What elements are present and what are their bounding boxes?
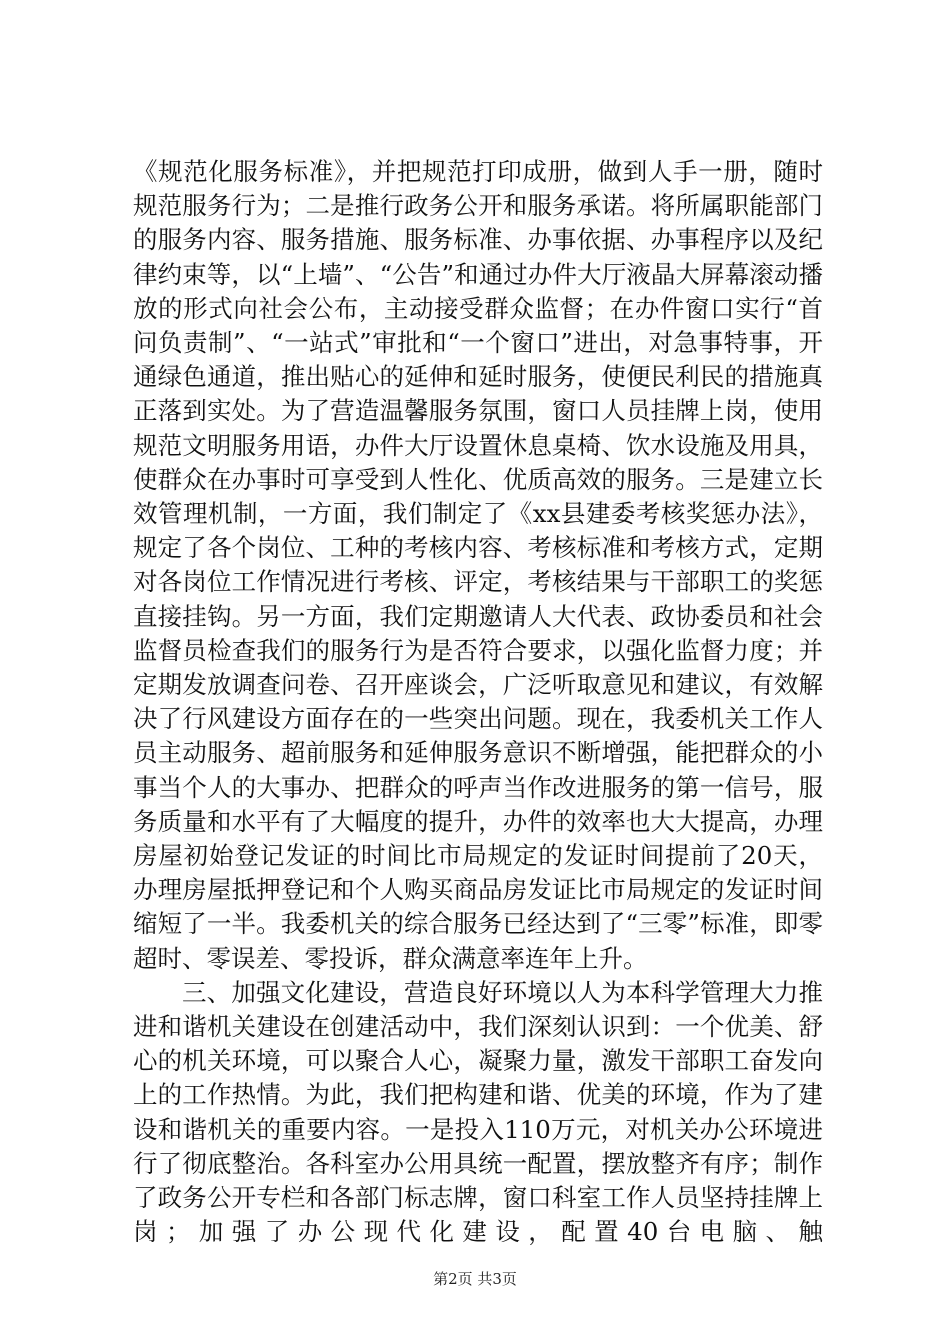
paragraph-service-standards: 《规范化服务标准》，并把规范打印成册，做到人手一册，随时规范服务行为；二是推行政务公开和服务承诺。将所属职能部门的服务内容、服务措施、服务标准、办事依据、办事程序以及纪律约束等，以“上墙”、“公告”和通过办件大厅液晶大屏幕滚动播放的形式向社会公布，主动接受群众监督；在办件窗口实行“首问负责制”、“一站式”审批和“一个窗口”进出，对急事特事，开通绿色通道，推出贴心的延伸和延时服务，使便民利民的措施真正落到实处。为了营造温馨服务氛围，窗口人员挂牌上岗，使用规范文明服务用语，办件大厅设置休息桌椅、饮水设施及用具，使群众在办事时可享受到人性化、优质高效的服务。三是建立长效管理机制，一方面，我们制定了《xx县建委考核奖惩办法》，规定了各个岗位、工种的考核内容、考核标准和考核方式，定期对各岗位工作情况进行考核、评定，考核结果与干部职工的奖惩直接挂钩。另一方面，我们定期邀请人大代表、政协委员和社会监督员检查我们的服务行为是否符合要求，以强化监督力度；并定期发放调查问卷、召开座谈会，广泛听取意见和建议，有效解决了行风建设方面存在的一些突出问题。现在，我委机关工作人员主动服务、超前服务和延伸服务意识不断增强，能把群众的小事当个人的大事办、把群众的呼声当作改进服务的第一信号，服务质量和水平有了大幅度的提升，办件的效率也大大提高，办理房屋初始登记发证的时间比市局规定的发证时间提前了20天，办理房屋抵押登记和个人购买商品房发证比市局规定的发证时间缩短了一半。我委机关的综合服务已经达到了“三零”标准，即零超时、零误差、零投诉，群众满意率连年上升。: [133, 157, 823, 973]
page-footer: [0, 1269, 950, 1289]
document-body: [133, 155, 823, 1250]
paragraph-culture-building: 三、加强文化建设，营造良好环境以人为本科学管理大力推进和谐机关建设在创建活动中，我们深刻认识到：一个优美、舒心的机关环境，可以聚合人心，凝聚力量，激发干部职工奋发向上的工作热情。为此，我们把构建和谐、优美的环境，作为了建设和谐机关的重要内容。一是投入110万元，对机关办公环境进行了彻底整治。各科室办公用具统一配置，摆放整齐有序；制作了政务公开专栏和各部门标志牌，窗口科室工作人员坚持挂牌上岗；加强了办公现代化建设，配置40台电脑、触: [133, 977, 823, 1247]
page-number: 第2页 共3页: [433, 1270, 517, 1288]
